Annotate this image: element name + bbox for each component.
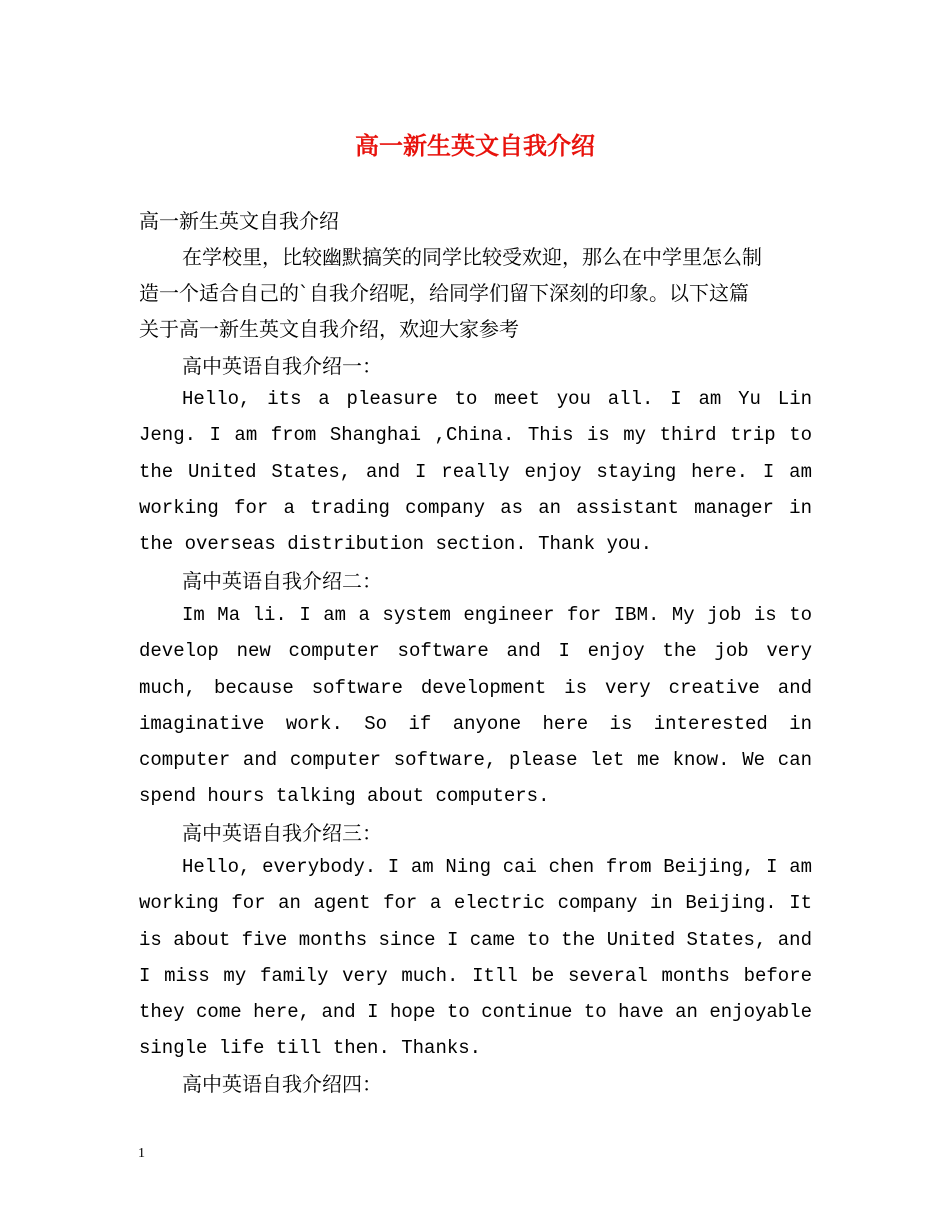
section-heading-2: 高中英语自我介绍二： [182, 569, 382, 593]
section-text-3: Hello, everybody. I am Ning cai chen from Beijing, I am working for an agent for a electric company in Beijing. It is about five months since I came to the United States, and I miss my family very much. Itll be several months before they come here, and I hope to continue to have an enjoyable single life till then. Thanks. [139, 856, 812, 1060]
intro-line-1: 在学校里，比较幽默搞笑的同学比较受欢迎，那么在中学里怎么制 [182, 245, 762, 269]
intro-line-3: 关于高一新生英文自我介绍，欢迎大家参考 [139, 317, 519, 341]
document-title: 高一新生英文自我介绍 [355, 131, 595, 160]
section-heading-1: 高中英语自我介绍一： [182, 354, 382, 378]
page-number: 1 [138, 1146, 145, 1161]
section-text-1: Hello, its a pleasure to meet you all. I am Yu Lin Jeng. I am from Shanghai ,China. This is my third trip to the United States, and I really enjoy staying here. I am working for a trading company as an assistant manager in the overseas distribution section. Thank you. [139, 388, 812, 556]
section-text-2: Im Ma li. I am a system engineer for IBM. My job is to develop new computer software and I enjoy the job very much, because software development is very creative and imaginative work. So if anyone here is interested in computer and computer software, please let me know. We can spend hours talking about computers. [139, 604, 812, 808]
intro-line-2: 造一个适合自己的`自我介绍呢，给同学们留下深刻的印象。以下这篇 [139, 281, 749, 305]
section-heading-4: 高中英语自我介绍四： [182, 1072, 382, 1096]
section-heading-3: 高中英语自我介绍三： [182, 821, 382, 845]
document-subtitle: 高一新生英文自我介绍 [139, 209, 339, 233]
